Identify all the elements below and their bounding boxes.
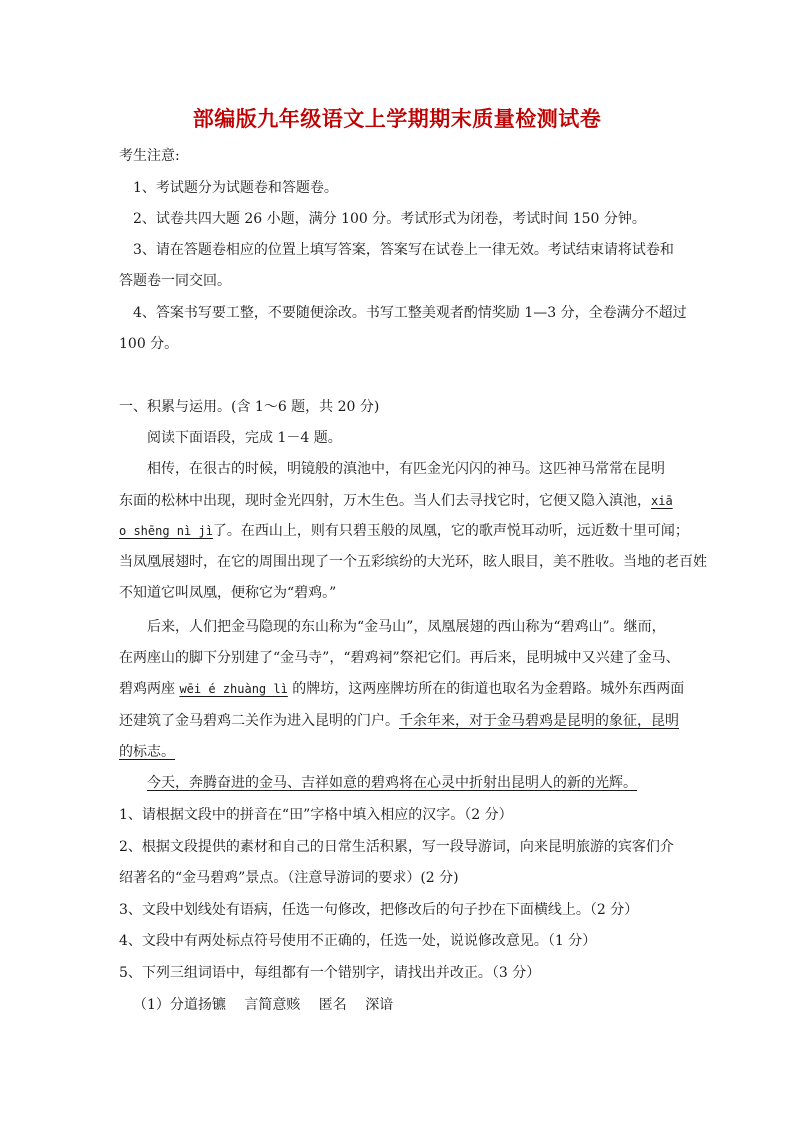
notice-item-3-line-1: 3、请在答题卷相应的位置上填写答案，答案写在试卷上一律无效。考试结束请将试卷和 — [133, 242, 674, 258]
question-1: 1、请根据文段中的拼音在“田”字格中填入相应的汉字。（2 分） — [119, 807, 513, 823]
passage-p2-line-5 — [119, 743, 175, 761]
notice-item-1: 1、考试题分为试题卷和答题卷。 — [133, 180, 338, 196]
pinyin-blank-1-part-b: o shēng nì jì — [119, 524, 213, 538]
passage-p1-line-4: 当凤凰展翅时，在它的周围出现了一个五彩缤纷的大光环，眩人眼目，美不胜收。当地的老百姓 — [119, 554, 707, 570]
passage-p1-line-5: 不知道它叫凤凰，便称它为“碧鸡。” — [119, 585, 337, 601]
passage-p2-line-4 — [119, 712, 679, 730]
passage-p1-line-3-text: 了。在西山上，则有只碧玉般的凤凰，它的歌声悦耳动听，远近数十里可闻； — [212, 523, 689, 539]
question-5-option-1: （1）分道扬镳 言简意赅 匿名 深谙 — [133, 997, 394, 1013]
notice-item-4-line-2: 100 分。 — [119, 336, 179, 352]
passage-p2-line-3-post: 的牌坊，这两座牌坊所在的街道也取名为金碧路。城外东西两面 — [287, 681, 685, 697]
notice-heading: 考生注意: — [119, 148, 180, 164]
document-title: 部编版九年级语文上学期期末质量检测试卷 — [192, 106, 602, 131]
question-2-line-2: 绍著名的“金马碧鸡”景点。（注意导游词的要求）(2 分) — [119, 870, 459, 886]
passage-p2-line-3 — [119, 680, 684, 698]
section-1-heading: 一、积累与运用。(含 1～6 题，共 20 分) — [119, 399, 380, 415]
question-2-line-1: 2、根据文段提供的素材和自己的日常生活积累，写一段导游词，向来昆明旅游的宾客们介 — [119, 839, 674, 855]
pinyin-blank-1-part-a: xiā — [651, 494, 673, 508]
passage-p1-line-2-text: 东面的松林中出现，现时金光四射，万木生色。当人们去寻找它时，它便又隐入滇池， — [119, 493, 651, 509]
passage-p1-line-3 — [119, 522, 689, 540]
passage-p2-line-4-pre: 还建筑了金马碧鸡二关作为进入昆明的门户。 — [119, 713, 399, 729]
underlined-sentence-2: 今天，奔腾奋进的金马、吉祥如意的碧鸡将在心灵中折射出昆明人的新的光辉。 — [147, 775, 637, 791]
pinyin-blank-2: wēi é zhuàng lì — [179, 682, 288, 696]
passage-p2-line-2: 在两座山的脚下分别建了“金马寺”，“碧鸡祠”祭祀它们。再后来，昆明城中又兴建了金马、 — [119, 650, 680, 666]
notice-item-3-line-2: 答题卷一同交回。 — [119, 273, 231, 289]
notice-item-4-line-1: 4、答案书写要工整，不要随便涂改。书写工整美观者酌情奖励 1—3 分，全卷满分不超过 — [133, 305, 687, 321]
question-3: 3、文段中划线处有语病，任选一句修改，把修改后的句子抄在下面横线上。（2 分） — [119, 902, 639, 918]
passage-p1-line-1: 相传，在很古的时候，明镜般的滇池中，有匹金光闪闪的神马。这匹神马常常在昆明 — [147, 461, 665, 477]
question-4: 4、文段中有两处标点符号使用不正确的，任选一处，说说修改意见。（1 分） — [119, 933, 597, 949]
passage-intro: 阅读下面语段，完成 1－4 题。 — [147, 430, 342, 446]
passage-p2-line-1: 后来，人们把金马隐现的东山称为“金马山”，凤凰展翅的西山称为“碧鸡山”。继而， — [147, 619, 666, 635]
passage-p1-line-2 — [119, 492, 673, 510]
underlined-sentence-1-part-a: 千余年来，对于金马碧鸡是昆明的象征，昆明 — [399, 713, 679, 729]
underlined-sentence-1-part-b: 的标志。 — [119, 744, 175, 760]
notice-item-2: 2、试卷共四大题 26 小题，满分 100 分。考试形式为闭卷，考试时间 150 分钟。 — [133, 211, 646, 227]
question-5: 5、下列三组词语中，每组都有一个错别字，请找出并改正。（3 分） — [119, 965, 541, 981]
passage-p2-line-3-pre: 碧鸡两座 — [119, 681, 180, 697]
